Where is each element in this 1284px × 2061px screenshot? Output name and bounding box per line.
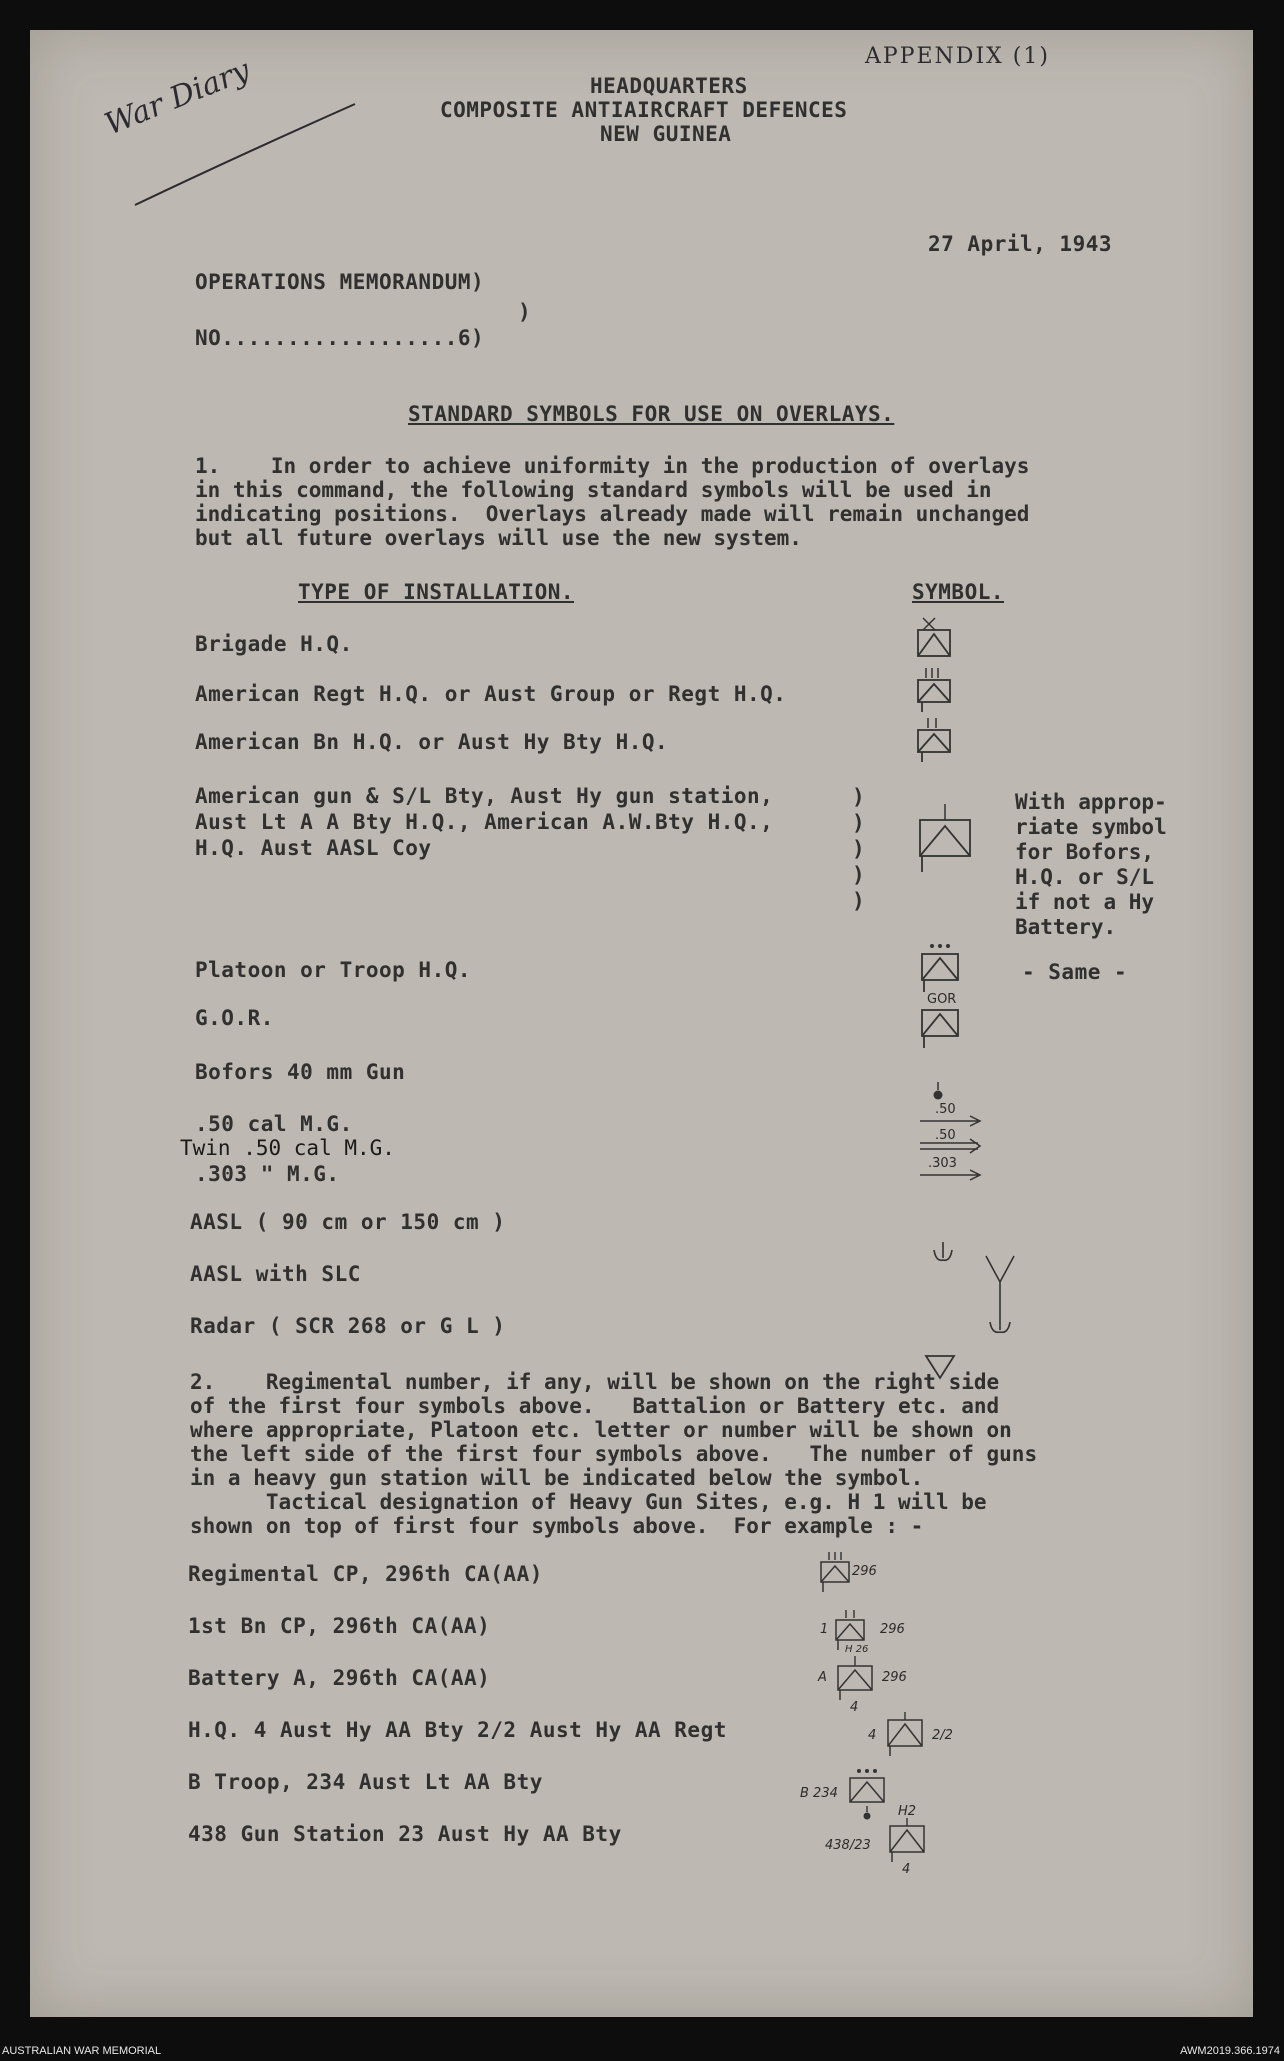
row-aasl: AASL ( 90 cm or 150 cm ) — [190, 1210, 506, 1234]
aasl-slc-symbol — [980, 1252, 1020, 1342]
example-battery-a: Battery A, 296th CA(AA) — [188, 1666, 491, 1690]
row-303: .303 " M.G. — [195, 1162, 340, 1186]
row-bofors: Bofors 40 mm Gun — [195, 1060, 406, 1084]
example-6-symbol — [882, 1816, 932, 1864]
twin50-symbol-label: .50 — [935, 1128, 956, 1143]
column-type-heading: TYPE OF INSTALLATION. — [298, 580, 575, 604]
row-gor: G.O.R. — [195, 1006, 274, 1030]
example-6-left-label: 438/23 — [825, 1838, 871, 1853]
example-2-left-label: 1 — [820, 1622, 829, 1637]
example-3-bottom-label: 4 — [850, 1700, 859, 1715]
example-hq-4-bty: H.Q. 4 Aust Hy AA Bty 2/2 Aust Hy AA Regt — [188, 1718, 727, 1742]
example-3-right-label: 296 — [882, 1670, 907, 1685]
example-6-top-label: H2 — [898, 1804, 917, 1819]
row-50-cal: .50 cal M.G. — [195, 1112, 353, 1136]
example-2-right-label: 296 — [880, 1622, 905, 1637]
row-platoon-hq: Platoon or Troop H.Q. — [195, 958, 472, 982]
example-b-troop: B Troop, 234 Aust Lt AA Bty — [188, 1770, 543, 1794]
row-gun-bty-note: With approp- riate symbol for Bofors, H.Q. or S/L if not a Hy Battery. — [1015, 790, 1167, 939]
war-diary-underline — [130, 100, 370, 210]
example-4-left-label: 4 — [868, 1728, 877, 1743]
example-1-symbol — [815, 1550, 855, 1596]
example-4-right-label: 2/2 — [932, 1728, 953, 1743]
memo-label: OPERATIONS MEMORANDUM) — [195, 270, 485, 294]
paragraph-2: 2. Regimental number, if any, will be shown on the right side of the first four symbols above. Battalion or Battery etc. and where appropriate, Platoon etc. letter or number will be shown on the left side of the first four symbols above. The number of guns in a heavy gun station will be indicated below the symbol. Tactical designation of Heavy Gun Sites, e.g. H 1 will be shown on top of first four symbols above. For example : - — [190, 1370, 1038, 1538]
gun-station-symbol — [910, 800, 980, 890]
row-american-regt-hq: American Regt H.Q. or Aust Group or Regt H.Q. — [195, 682, 787, 706]
regt-hq-symbol — [910, 664, 960, 716]
row-platoon-note: - Same - — [1022, 960, 1128, 984]
paragraph-1: 1. In order to achieve uniformity in the production of overlays in this command, the following standard symbols will be used in indicating positions. Overlays already made will remain unchanged but all future overlays will use the new system. — [195, 454, 1030, 550]
row-twin-50-cal: Twin .50 cal M.G. — [180, 1136, 395, 1160]
m50-symbol-label: .50 — [935, 1102, 956, 1117]
aasl-symbol — [928, 1240, 958, 1266]
m303-symbol-label: .303 — [928, 1156, 957, 1171]
memo-number: NO..................6) — [195, 326, 485, 350]
example-regimental-cp: Regimental CP, 296th CA(AA) — [188, 1562, 543, 1586]
m50-symbol — [918, 1114, 988, 1128]
example-3-left-label: A — [818, 1670, 827, 1685]
example-5-left-label: B 234 — [800, 1786, 838, 1801]
example-1-right-label: 296 — [852, 1564, 877, 1579]
row-american-bn-hq: American Bn H.Q. or Aust Hy Bty H.Q. — [195, 730, 669, 754]
brigade-hq-symbol — [910, 614, 960, 664]
example-1st-bn-cp: 1st Bn CP, 296th CA(AA) — [188, 1614, 491, 1638]
column-symbol-heading: SYMBOL. — [912, 580, 1005, 604]
row-gun-bty-line1: American gun & S/L Bty, Aust Hy gun station, — [195, 784, 774, 808]
document-title: STANDARD SYMBOLS FOR USE ON OVERLAYS. — [408, 402, 895, 426]
header-line-3: NEW GUINEA — [600, 122, 732, 146]
example-3-top-label: H 26 — [845, 1644, 869, 1655]
header-line-1: HEADQUARTERS — [590, 74, 748, 98]
example-438-gun-station: 438 Gun Station 23 Aust Hy AA Bty — [188, 1822, 622, 1846]
memo-bracket: ) — [518, 300, 532, 324]
example-3-symbol — [830, 1654, 880, 1702]
gor-symbol-label: GOR — [927, 992, 957, 1007]
war-diary-annotation: War Diary — [100, 52, 255, 143]
header-line-2: COMPOSITE ANTIAIRCRAFT DEFENCES — [440, 98, 848, 122]
platoon-hq-symbol — [910, 938, 970, 998]
memo-date: 27 April, 1943 — [928, 232, 1113, 256]
row-brigade-hq: Brigade H.Q. — [195, 632, 353, 656]
bn-hq-symbol — [910, 714, 960, 766]
row-gun-bty-line2: Aust Lt A A Bty H.Q., American A.W.Bty H.Q., — [195, 810, 774, 834]
appendix-annotation: APPENDIX (1) — [865, 44, 1050, 69]
example-6-bottom-label: 4 — [902, 1862, 911, 1877]
row-aasl-slc: AASL with SLC — [190, 1262, 361, 1286]
row-gun-bty-brackets: ) ) ) ) ) — [852, 785, 865, 913]
gor-symbol — [910, 1006, 970, 1056]
twin50-symbol — [918, 1138, 988, 1156]
footer-source: AUSTRALIAN WAR MEMORIAL — [2, 2045, 162, 2057]
m303-symbol — [918, 1168, 988, 1182]
example-4-symbol — [880, 1710, 930, 1758]
row-radar: Radar ( SCR 268 or G L ) — [190, 1314, 506, 1338]
row-gun-bty-line3: H.Q. Aust AASL Coy — [195, 836, 432, 860]
footer-accession-number: AWM2019.366.1974 — [1180, 2045, 1280, 2057]
document-page — [30, 30, 1253, 2017]
